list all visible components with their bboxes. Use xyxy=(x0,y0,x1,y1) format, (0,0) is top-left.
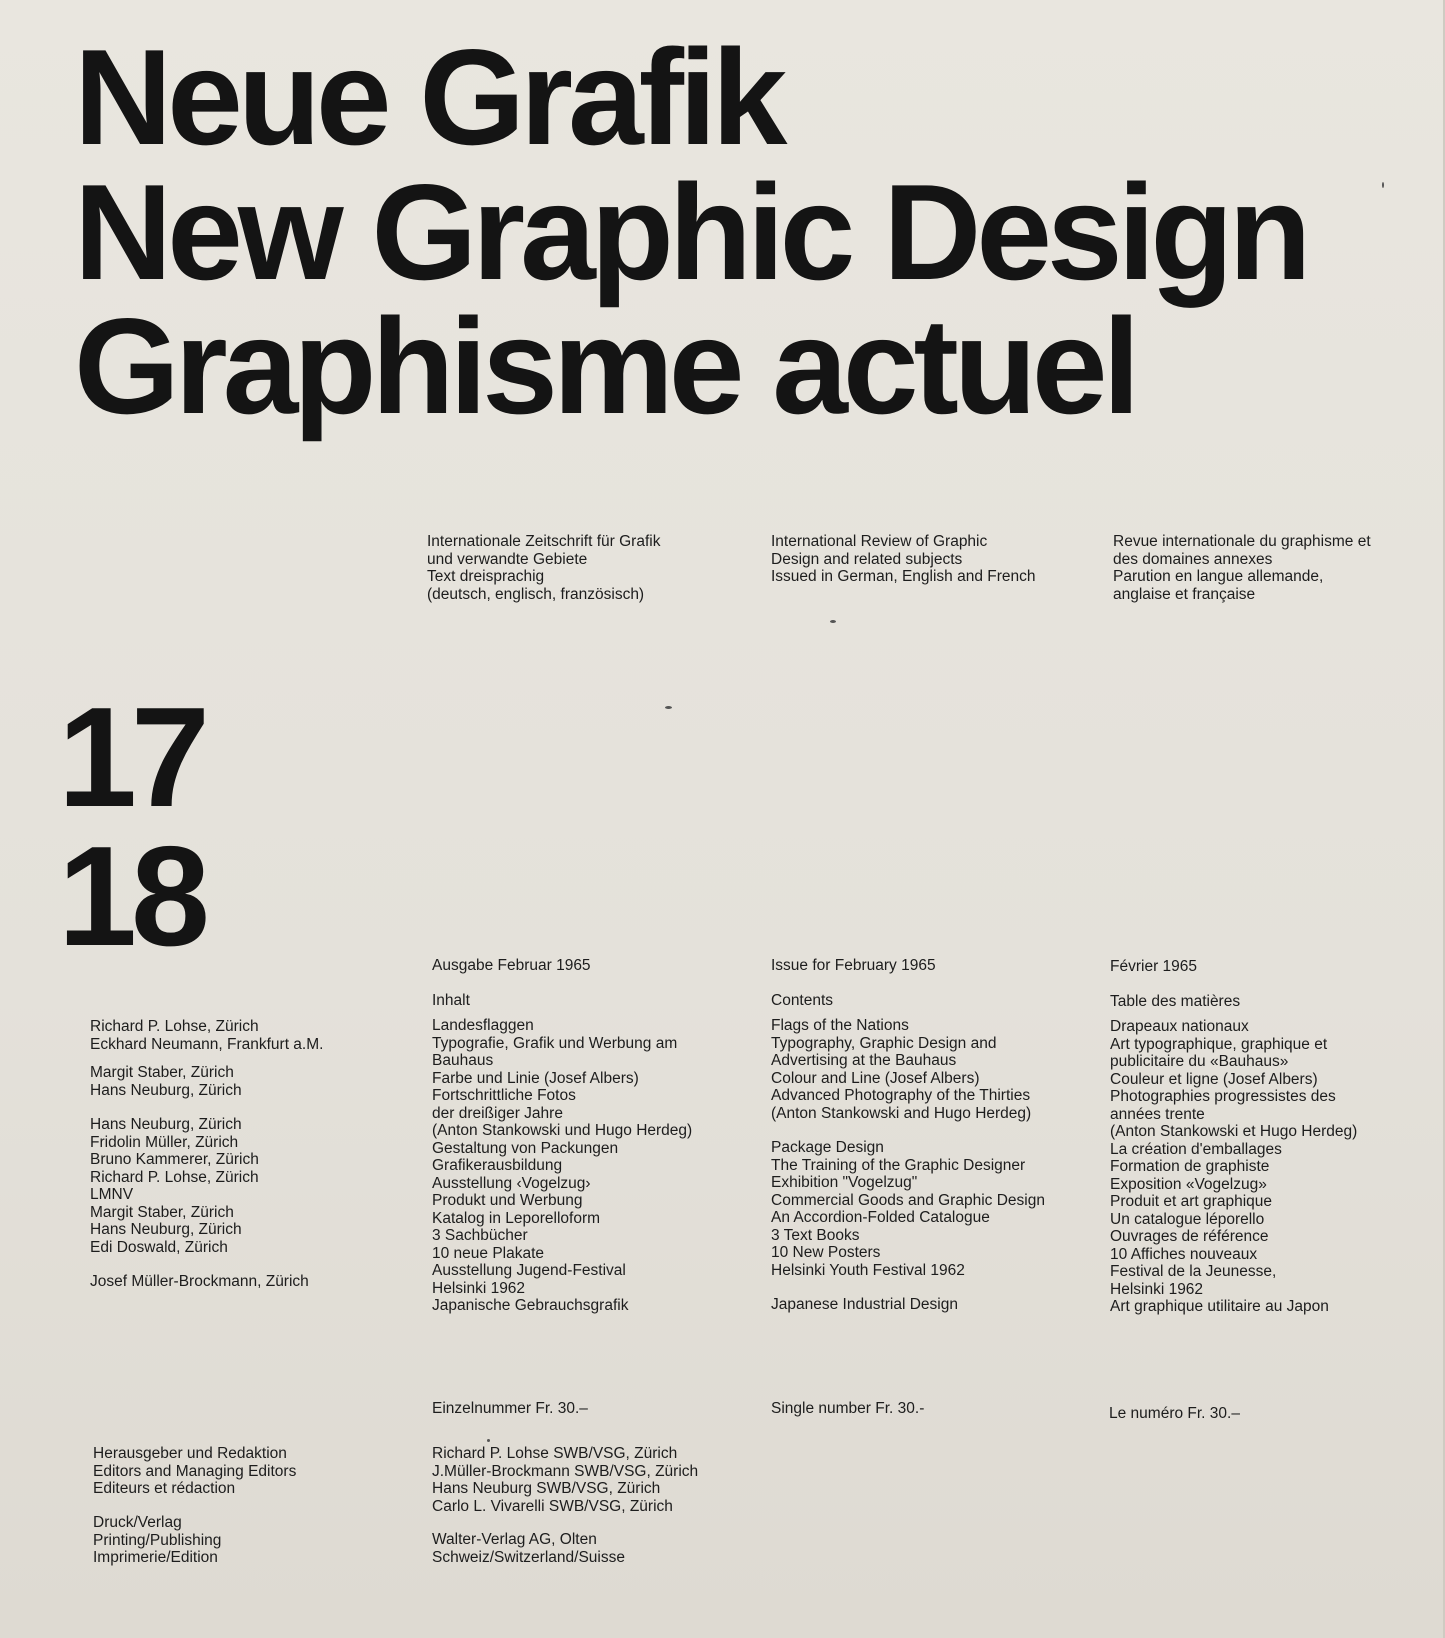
masthead-line-english: New Graphic Design xyxy=(74,155,1307,308)
issue-number-top: 17 xyxy=(58,678,204,837)
issue-number xyxy=(58,678,204,977)
contents-heading-german: Inhalt xyxy=(432,991,470,1009)
masthead-title xyxy=(74,21,1307,443)
paper-speck xyxy=(830,620,836,623)
subtitle-german: Internationale Zeitschrift für Grafik und verwandte Gebiete Text dreisprachig (deutsch, englisch, französisch) xyxy=(427,533,661,603)
issue-date-french: Février 1965 xyxy=(1110,958,1198,975)
price-english: Single number Fr. 30.- xyxy=(771,1400,925,1417)
masthead-line-french: Graphisme actuel xyxy=(74,290,1136,443)
paper-speck xyxy=(665,706,672,709)
contents-english: Issue for February 1965 Contents Flags of the Nations Typography, Graphic Design and Advertising at the Bauhaus Colour and Line (Josef Albers) Advanced Photography of the Thirties (Anton Stankowski and Hugo Herdeg) Package Design The Training of the Graphic Designer Exhibition "Vogelzug" Commercial Goods and Graphic Design An Accordion-Folded Catalogue 3 Text Books 10 New Posters Helsinki Youth Festival 1962 Japanese Industrial Design xyxy=(771,957,1045,1313)
authors-column: Richard P. Lohse, Zürich Eckhard Neumann, Frankfurt a.M. Margit Staber, Zürich Hans Neuburg, Zürich Hans Neuburg, Zürich Fridolin Müller, Zürich Bruno Kammerer, Zürich Richard P. Lohse, Zürich LMNV Margit Staber, Zürich Hans Neuburg, Zürich Edi Doswald, Zürich Josef Müller-Brockmann, Zürich xyxy=(90,1018,324,1290)
contents-german: Ausgabe Februar 1965 Inhalt Landesflaggen Typografie, Grafik und Werbung am Bauhaus Farbe und Linie (Josef Albers) Fortschrittliche Fotos der dreißiger Jahre (Anton Stankowski und Hugo Herdeg) Gestaltung von Packungen Grafikerausbildung Ausstellung ‹Vogelzug› Produkt und Werbung Katalog in Leporelloform 3 Sachbücher 10 neue Plakate Ausstellung Jugend-Festival Helsinki 1962 Japanische Gebrauchsgrafik xyxy=(432,957,693,1314)
contents-heading-english: Contents xyxy=(771,991,834,1009)
issue-date-german: Ausgabe Februar 1965 xyxy=(432,957,591,974)
publisher-label: Druck/Verlag Printing/Publishing Imprimerie/Edition xyxy=(93,1514,222,1566)
subtitle-french: Revue internationale du graphisme et des domaines annexes Parution en langue allemande, anglaise et française xyxy=(1113,533,1371,603)
issue-date-english: Issue for February 1965 xyxy=(771,957,936,974)
subtitle-english: International Review of Graphic Design and related subjects Issued in German, English and French xyxy=(771,533,1036,585)
publisher-info: Walter-Verlag AG, Olten Schweiz/Switzerland/Suisse xyxy=(432,1531,625,1566)
price-german: Einzelnummer Fr. 30.– xyxy=(432,1400,588,1417)
price-french: Le numéro Fr. 30.– xyxy=(1109,1405,1240,1422)
paper-speck xyxy=(487,1439,490,1442)
editors-label: Herausgeber und Redaktion Editors and Managing Editors Editeurs et rédaction xyxy=(93,1445,297,1497)
paper-speck xyxy=(1382,182,1384,188)
issue-number-bottom: 18 xyxy=(58,817,204,977)
contents-french: Février 1965 Table des matières Drapeaux nationaux Art typographique, graphique et publicitaire du «Bauhaus» Couleur et ligne (Josef Albers) Photographies progressistes des années trente (Anton Stankowski et Hugo Herdeg) La création d'emballages Formation de graphiste Exposition «Vogelzug» Produit et art graphique Un catalogue léporello Ouvrages de référence 10 Affiches nouveaux Festival de la Jeunesse, Helsinki 1962 Art graphique utilitaire au Japon xyxy=(1110,958,1358,1315)
masthead-line-german: Neue Grafik xyxy=(74,21,783,173)
editors-list: Richard P. Lohse SWB/VSG, Zürich J.Müller-Brockmann SWB/VSG, Zürich Hans Neuburg SWB/VSG, Zürich Carlo L. Vivarelli SWB/VSG, Zürich xyxy=(432,1445,699,1515)
contents-heading-french: Table des matières xyxy=(1110,992,1241,1010)
